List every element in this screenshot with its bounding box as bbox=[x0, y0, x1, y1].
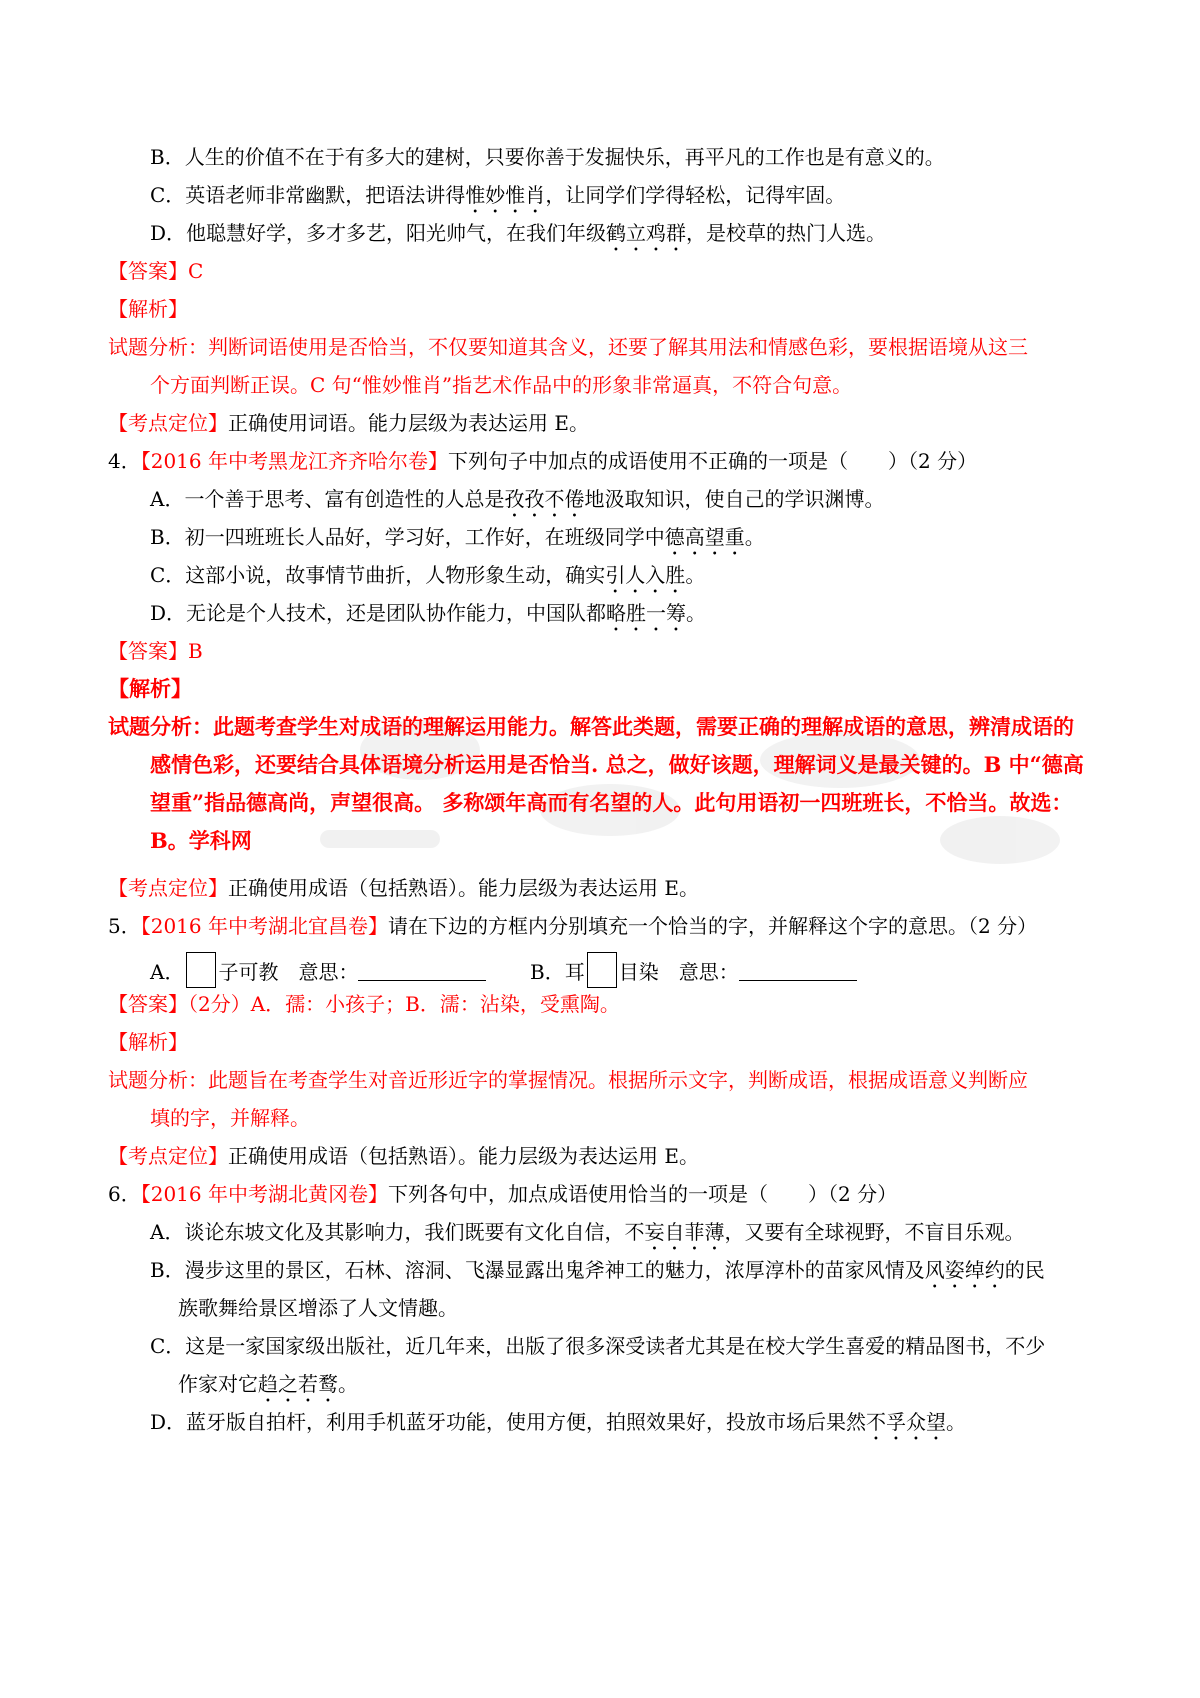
q5-blank-b-label: B．耳 bbox=[530, 960, 585, 984]
q4-analysis-tag: 【解析】 bbox=[108, 676, 192, 701]
q3-option-b: B．人生的价值不在于有多大的建树，只要你善于发掘快乐，再平凡的工作也是有意义的。 bbox=[150, 145, 945, 169]
q4-option-d-post: 。 bbox=[686, 601, 707, 625]
q5-blank-a-label: A． bbox=[150, 960, 185, 984]
q3-option-d-post: ，是校草的热门人选。 bbox=[686, 221, 887, 245]
q3-kaodian-text: 正确使用词语。能力层级为表达运用 E。 bbox=[228, 411, 589, 435]
q6-option-b-line-1 bbox=[150, 1256, 1045, 1284]
q6-number: 6． bbox=[108, 1182, 141, 1206]
q3-option-c-idiom: 惟妙惟肖 bbox=[465, 183, 546, 207]
q5-analysis-line-1: 试题分析：此题旨在考查学生对音近形近字的掌握情况。根据所示文字，判断成语，根据成语意义判断应 bbox=[108, 1068, 1028, 1092]
q4-option-d-idiom: 略胜一筹 bbox=[606, 601, 687, 625]
q4-stem bbox=[108, 447, 977, 475]
q3-kaodian-tag: 【考点定位】 bbox=[108, 411, 228, 435]
q4-analysis-line-3: 望重”指品德高尚，声望很高。 多称颂年高而有名望的人。此句用语初一四班班长，不恰当。故选： bbox=[150, 790, 1073, 815]
q3-option-c-pre: C．英语老师非常幽默，把语法讲得 bbox=[150, 183, 466, 207]
q6-option-a bbox=[150, 1218, 1024, 1246]
q6-option-b-idiom: 风姿绰约 bbox=[924, 1258, 1005, 1282]
q5-number: 5． bbox=[108, 914, 141, 938]
q6-option-b-line-2: 族歌舞给景区增添了人文情趣。 bbox=[178, 1296, 458, 1320]
q6-option-d-idiom: 不孚众望 bbox=[866, 1410, 947, 1434]
q3-analysis-tag: 【解析】 bbox=[108, 297, 188, 321]
q6-stem-text: 下列各句中，加点成语使用恰当的一项是（ ）（2 分） bbox=[388, 1182, 898, 1206]
q4-analysis-line-1: 试题分析：此题考查学生对成语的理解运用能力。解答此类题，需要正确的理解成语的意思，辨清成语的 bbox=[108, 714, 1074, 739]
q4-option-b-post: 。 bbox=[744, 525, 765, 549]
q6-option-a-idiom: 妄自菲薄 bbox=[644, 1220, 725, 1244]
q3-option-c bbox=[150, 181, 845, 209]
q3-analysis-line-2: 个方面判断正误。C 句“惟妙惟肖”指艺术作品中的形象非常逼真，不符合句意。 bbox=[150, 373, 853, 397]
q5-blank-a bbox=[150, 952, 486, 984]
q4-option-c-pre: C．这部小说，故事情节曲折，人物形象生动，确实 bbox=[150, 563, 606, 587]
q4-option-a bbox=[150, 485, 884, 513]
q5-stem-text: 请在下边的方框内分别填充一个恰当的字，并解释这个字的意思。（2 分） bbox=[388, 914, 1038, 938]
q6-option-a-post: ，又要有全球视野，不盲目乐观。 bbox=[724, 1220, 1025, 1244]
q5-blank-a-rest: 子可教 意思： bbox=[218, 960, 359, 984]
q5-analysis-tag: 【解析】 bbox=[108, 1030, 188, 1054]
q4-source: 【2016 年中考黑龙江齐齐哈尔卷】 bbox=[140, 449, 448, 473]
q4-option-a-pre: A．一个善于思考、富有创造性的人总是 bbox=[150, 487, 505, 511]
q3-analysis-line-1: 试题分析：判断词语使用是否恰当，不仅要知道其含义，还要了解其用法和情感色彩，要根据语境从这三 bbox=[108, 335, 1028, 359]
q4-kaodian bbox=[108, 874, 699, 902]
q5-answer-tag: 【答案】 bbox=[108, 992, 188, 1016]
q6-option-d-post: 。 bbox=[946, 1410, 967, 1434]
q6-option-d-pre: D．蓝牙版自拍杆，利用手机蓝牙功能，使用方便，拍照效果好，投放市场后果然 bbox=[150, 1410, 867, 1434]
q4-answer: 【答案】B bbox=[108, 639, 203, 663]
q3-kaodian bbox=[108, 409, 589, 437]
q5-stem bbox=[108, 912, 1037, 940]
q4-option-b-idiom: 德高望重 bbox=[664, 525, 745, 549]
q6-option-c-idiom: 趋之若鹜 bbox=[258, 1372, 338, 1396]
q5-kaodian-tag: 【考点定位】 bbox=[108, 1144, 228, 1168]
q4-option-d bbox=[150, 599, 706, 627]
q3-option-d-idiom: 鹤立鸡群 bbox=[606, 221, 687, 245]
q5-meaning-blank-a[interactable] bbox=[358, 960, 486, 981]
q3-answer: 【答案】C bbox=[108, 259, 204, 283]
q5-blank-b bbox=[530, 952, 857, 984]
q5-kaodian-text: 正确使用成语（包括熟语）。能力层级为表达运用 E。 bbox=[228, 1144, 699, 1168]
q5-answer-box-a[interactable] bbox=[186, 952, 216, 988]
q6-option-d bbox=[150, 1408, 966, 1436]
q5-answer-box-b[interactable] bbox=[587, 952, 617, 988]
q4-option-a-idiom: 孜孜不倦 bbox=[504, 487, 585, 511]
q5-answer bbox=[108, 990, 620, 1018]
q6-option-b-post: 的民 bbox=[1004, 1258, 1045, 1282]
q6-option-c-line-1: C．这是一家国家级出版社，近几年来，出版了很多深受读者尤其是在校大学生喜爱的精品图书，不少 bbox=[150, 1334, 1046, 1358]
q4-option-d-pre: D．无论是个人技术，还是团队协作能力，中国队都 bbox=[150, 601, 607, 625]
q4-number: 4． bbox=[108, 449, 141, 473]
q3-option-d-pre: D．他聪慧好学，多才多艺，阳光帅气，在我们年级 bbox=[150, 221, 607, 245]
q6-option-c-post: 。 bbox=[338, 1372, 358, 1396]
q4-option-c-post: 。 bbox=[685, 563, 706, 587]
q5-kaodian bbox=[108, 1142, 699, 1170]
q3-option-c-post: ，让同学们学得轻松，记得牢固。 bbox=[545, 183, 846, 207]
q4-option-a-post: 地汲取知识，使自己的学识渊博。 bbox=[584, 487, 885, 511]
q6-option-a-pre: A．谈论东坡文化及其影响力，我们既要有文化自信，不 bbox=[150, 1220, 645, 1244]
q5-meaning-blank-b[interactable] bbox=[739, 960, 857, 981]
q5-source: 【2016 年中考湖北宜昌卷】 bbox=[140, 914, 388, 938]
q4-option-b-pre: B．初一四班班长人品好，学习好，工作好，在班级同学中 bbox=[150, 525, 665, 549]
q4-stem-text: 下列句子中加点的成语使用不正确的一项是（ ）（2 分） bbox=[448, 449, 978, 473]
q6-option-c-pre: 作家对它 bbox=[178, 1372, 258, 1396]
q5-analysis-line-2: 填的字，并解释。 bbox=[150, 1106, 310, 1130]
q6-source: 【2016 年中考湖北黄冈卷】 bbox=[140, 1182, 388, 1206]
q6-option-c-line-2 bbox=[178, 1370, 358, 1398]
q4-option-b bbox=[150, 523, 765, 551]
q6-stem bbox=[108, 1180, 897, 1208]
q3-option-d bbox=[150, 219, 886, 247]
q5-blank-b-rest: 目染 意思： bbox=[618, 960, 739, 984]
q6-option-b-pre: B．漫步这里的景区，石林、溶洞、飞瀑显露出鬼斧神工的魅力，浓厚淳朴的苗家风情及 bbox=[150, 1258, 925, 1282]
q4-option-c-idiom: 引人入胜 bbox=[605, 563, 686, 587]
q4-analysis-line-4: B。学科网 bbox=[150, 828, 252, 853]
q4-option-c bbox=[150, 561, 705, 589]
q4-kaodian-text: 正确使用成语（包括熟语）。能力层级为表达运用 E。 bbox=[228, 876, 699, 900]
q4-kaodian-tag: 【考点定位】 bbox=[108, 876, 228, 900]
q4-analysis-line-2: 感情色彩，还要结合具体语境分析运用是否恰当. 总之，做好该题，理解词义是最关键的。B 中“德高 bbox=[150, 752, 1084, 777]
q5-answer-text: （2分）A．孺：小孩子；B．濡：沾染，受熏陶。 bbox=[188, 992, 620, 1016]
